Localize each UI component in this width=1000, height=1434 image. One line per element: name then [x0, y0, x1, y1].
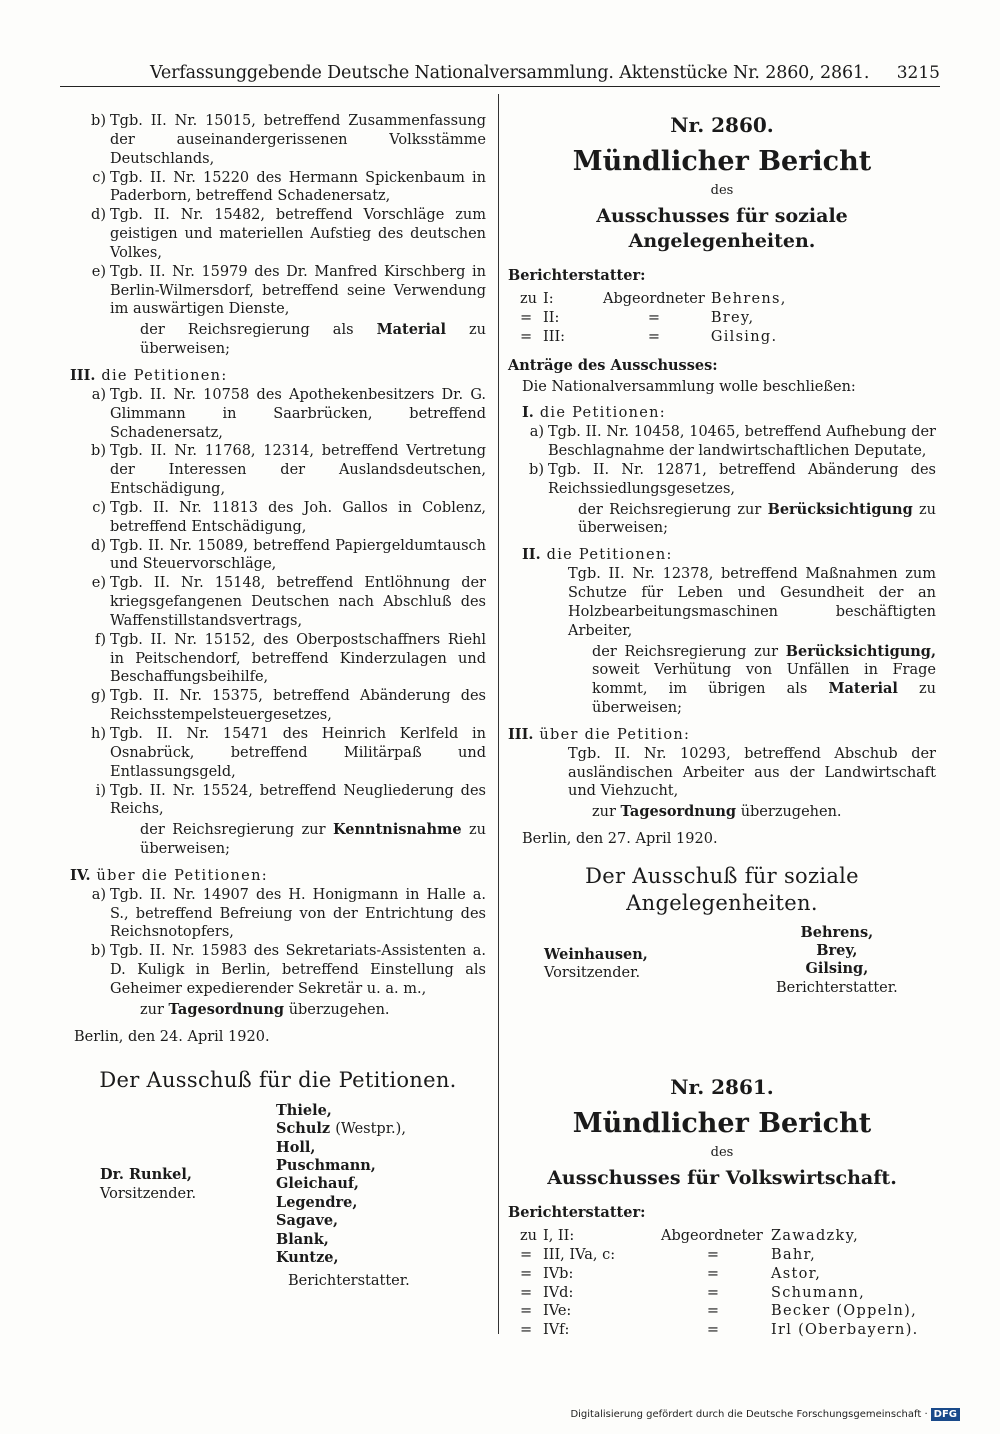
chair-role: Vorsitzender.: [544, 965, 641, 982]
table-row: = II: = Brey,: [520, 310, 755, 327]
dfg-logo: DFG: [931, 1408, 960, 1421]
running-title: Verfassunggebende Deutsche Nationalversammlung. Aktenstücke Nr. 2860, 2861.: [150, 63, 870, 83]
list-item: d) Tgb. II. Nr. 15089, betreffend Papiergeldumtausch und Steuervorschläge,: [91, 537, 486, 573]
list-item: b) Tgb. II. Nr. 15983 des Sekretariats-Assistenten a. D. Kuligk in Berlin, betreffend Einstellung als Geheimer expedierender Sekretär u. a. m.,: [91, 943, 486, 997]
list-item: h) Tgb. II. Nr. 15471 des Heinrich Kerlfeld in Osnabrück, betreffend Militärpaß und Entlassungsgeld,: [91, 726, 486, 780]
list-item: b) Tgb. II. Nr. 15015, betreffend Zusammenfassung der auseinandergerissenen Volksstämme Deutschlands,: [91, 113, 486, 167]
section-heading: II. die Petitionen:: [522, 546, 673, 564]
list-item: b) Tgb. II. Nr. 11768, 12314, betreffend Vertretung der Interessen der Auslandsdeutschen, Entschädigung,: [91, 443, 486, 498]
intro-text: Die Nationalversammlung wolle beschließen:: [522, 378, 856, 395]
reporter-name: Behrens,: [800, 923, 874, 941]
committee-signature: Der Ausschuß für die Petitionen.: [99, 1067, 457, 1092]
reporter-name: Kuntze,: [276, 1249, 339, 1267]
list-item: e) Tgb. II. Nr. 15148, betreffend Entlöhnung der kriegsgefangenen Deutschen nach Abschluß des Waffenstillstandsvertrags,: [91, 575, 486, 629]
page-number: 3215: [896, 63, 940, 83]
document-number: Nr. 2861.: [670, 1074, 774, 1099]
chair-name: Dr. Runkel,: [100, 1165, 192, 1183]
report-des: des: [710, 183, 734, 199]
table-row: = III, IVa, c: = Bahr,: [520, 1246, 817, 1263]
antraege-label: Anträge des Ausschusses:: [508, 356, 718, 374]
page-header: [60, 58, 940, 87]
list-item: g) Tgb. II. Nr. 15375, betreffend Abänderung des Reichsstempelsteuergesetzes,: [91, 688, 486, 724]
petition-text: Tgb. II. Nr. 12378, betreffend Maßnahmen zum Schutze für Leben und Gesundheit der an Holzbearbeitungsmaschinen beschäftigten Arbeiter,: [568, 566, 936, 639]
conclusion: zur Tagesordnung überzugehen.: [140, 1000, 390, 1018]
table-row: = IVe: = Becker (Oppeln),: [520, 1303, 917, 1320]
conclusion: zur Tagesordnung überzugehen.: [592, 803, 842, 821]
conclusion: der Reichsregierung als Material zu überweisen;: [140, 321, 486, 358]
signatures: [508, 924, 936, 1014]
reporter-name: Gilsing,: [805, 960, 869, 978]
list-item: c) Tgb. II. Nr. 11813 des Joh. Gallos in Coblenz, betreffend Entschädigung,: [92, 499, 486, 535]
table-row: = IVd: = Schumann,: [520, 1284, 866, 1301]
reporter-name: Thiele,: [276, 1101, 332, 1119]
section-heading: III. über die Petition:: [508, 725, 691, 743]
reporter-name: Legendre,: [276, 1193, 358, 1211]
list-item: i) Tgb. II. Nr. 15524, betreffend Neugliederung des Reichs,: [95, 782, 486, 818]
reporter-name: Sagave,: [276, 1212, 339, 1230]
chair-block: [100, 1166, 196, 1204]
section-heading: I. die Petitionen:: [522, 404, 666, 422]
reporter-names: [776, 924, 898, 998]
report-title: Mündlicher Bericht: [572, 1107, 872, 1139]
reporter-name: Holl,: [276, 1138, 316, 1156]
section-heading: III. die Petitionen:: [70, 366, 228, 384]
report-committee: Ausschusses für soziale Angelegenheiten.: [596, 204, 848, 252]
date-line: Berlin, den 27. April 1920.: [522, 831, 718, 848]
reporter-name: Schulz (Westpr.),: [276, 1120, 406, 1138]
table-row: zu I: Abgeordneter Behrens,: [520, 291, 787, 308]
petition-text: Tgb. II. Nr. 10293, betreffend Abschub der ausländischen Arbeiter aus der Landwirtschaft und Viehzucht,: [568, 745, 936, 800]
list-item: a) Tgb. II. Nr. 10458, 10465, betreffend Aufhebung der Beschlagnahme der landwirtschaftlichen Deputate,: [529, 424, 936, 460]
reporter-name: Gleichauf,: [276, 1175, 359, 1193]
conclusion: der Reichsregierung zur Kenntnisnahme zu überweisen;: [140, 821, 486, 858]
reporter-name: Brey,: [816, 941, 858, 959]
conclusion: der Reichsregierung zur Berücksichtigung, soweit Verhütung von Unfällen in Frage kommt, im übrigen als Material zu überweisen;: [592, 642, 937, 717]
date-line: Berlin, den 24. April 1920.: [74, 1028, 270, 1045]
conclusion: der Reichsregierung zur Berücksichtigung zu überweisen;: [578, 500, 937, 537]
list-item: c) Tgb. II. Nr. 15220 des Hermann Spickenbaum in Paderborn, betreffend Schadenersatz,: [92, 169, 486, 205]
list-item: e) Tgb. II. Nr. 15979 des Dr. Manfred Kirschberg in Berlin-Wilmersdorf, betreffend seine Verwendung im auswärtigen Dienste,: [91, 263, 486, 318]
chair-role: Vorsitzender.: [100, 1185, 197, 1202]
reporters-label: Berichterstatter:: [508, 267, 646, 285]
signatures: [70, 1102, 486, 1292]
reporters-table: [520, 290, 793, 347]
table-row: = III: = Gilsing.: [520, 328, 778, 345]
column-divider: [498, 94, 499, 1334]
section-heading: IV. über die Petitionen:: [70, 866, 268, 884]
list-item: a) Tgb. II. Nr. 10758 des Apothekenbesitzers Dr. G. Glimmann in Saarbrücken, betreffend Schadenersatz,: [91, 386, 486, 441]
left-column: [70, 112, 486, 1292]
table-row: zu I, II: Abgeordneter Zawadzky,: [520, 1228, 860, 1245]
table-row: = IVb: = Astor,: [520, 1265, 822, 1282]
reporter-name: Blank,: [276, 1230, 329, 1248]
report-committee: Ausschusses für Volkswirtschaft.: [547, 1166, 897, 1189]
committee-signature: Der Ausschuß für soziale Angelegenheiten.: [585, 863, 859, 916]
list-item: a) Tgb. II. Nr. 14907 des H. Honigmann in Halle a. S., betreffend Befreiung von der Entrichtung des Reichsnotopfers,: [91, 886, 486, 941]
document-number: Nr. 2860.: [670, 113, 774, 137]
list-item: b) Tgb. II. Nr. 12871, betreffend Abänderung des Reichssiedlungsgesetzes,: [529, 461, 936, 497]
reporters-role: Berichterstatter.: [776, 979, 898, 996]
reporters-table: [520, 1227, 925, 1340]
reporters-label: Berichterstatter:: [508, 1204, 646, 1222]
footer-text: Digitalisierung gefördert durch die Deutsche Forschungsgemeinschaft ·: [570, 1409, 928, 1420]
chair-name: Weinhausen,: [544, 945, 648, 963]
reporter-names: [276, 1102, 406, 1268]
reporters-role: Berichterstatter.: [288, 1272, 410, 1289]
footer: [570, 1408, 960, 1421]
report-title: Mündlicher Bericht: [572, 146, 872, 177]
report-des: des: [710, 1144, 734, 1160]
list-item: d) Tgb. II. Nr. 15482, betreffend Vorschläge zum geistigen und materiellen Aufstieg des deutschen Volkes,: [91, 207, 486, 261]
chair-block: [544, 946, 648, 984]
right-column: [508, 112, 936, 1340]
list-item: f) Tgb. II. Nr. 15152, des Oberpostschaffners Riehl in Peitschendorf, betreffend Kinderzulagen und Beschaffungsbeihilfe,: [94, 631, 486, 686]
table-row: = IVf: = Irl (Oberbayern).: [520, 1322, 919, 1339]
reporter-name: Puschmann,: [276, 1157, 376, 1175]
